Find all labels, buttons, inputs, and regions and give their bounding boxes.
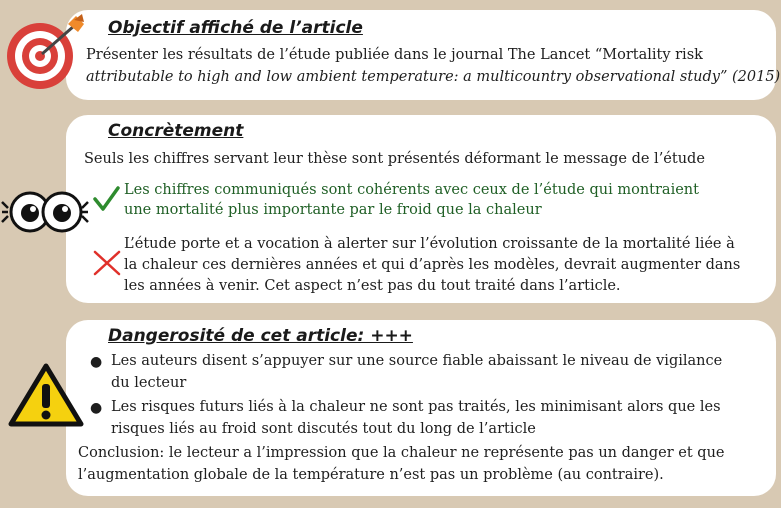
objective-text-line1: Présenter les résultats de l’étude publiée dans le journal The Lancet “Mortality risk [86,47,703,63]
conclusion-line1: Conclusion: le lecteur a l’impression que la chaleur ne représente pas un danger et que [78,445,725,461]
bullet-dot: ● [90,354,103,370]
negative-point-line3: les années à venir. Cet aspect n’est pas du tout traité dans l’article. [124,278,621,294]
cross-icon [93,250,121,276]
warning-icon [8,362,84,428]
danger-bullet2-line2: risques liés au froid sont discutés tout du long de l’article [111,421,536,437]
target-icon [4,14,89,94]
objective-text-line2: attributable to high and low ambient temperature: a multicountry observational study” (2015) [86,69,781,85]
danger-bullet1-line2: du lecteur [111,375,187,391]
negative-point-line1: L’étude porte et a vocation à alerter sur l’évolution croissante de la mortalité liée à [124,236,735,252]
concretely-title: Concrètement [108,121,244,141]
conclusion-line2: l’augmentation globale de la température n’est pas un problème (au contraire). [78,467,664,483]
concretely-intro: Seuls les chiffres servant leur thèse sont présentés déformant le message de l’étude [84,151,705,167]
eyes-icon [0,188,90,236]
bullet-dot: ● [90,400,103,416]
objective-title: Objectif affiché de l’article [108,18,363,38]
danger-bullet2-line1: Les risques futurs liés à la chaleur ne sont pas traités, les minimisant alors que les [111,399,721,415]
positive-point-line1: Les chiffres communiqués sont cohérents avec ceux de l’étude qui montraient [124,182,699,198]
negative-point-line2: la chaleur ces dernières années et qui d’après les modèles, devrait augmenter dans [124,257,741,273]
danger-bullet1-line1: Les auteurs disent s’appuyer sur une source fiable abaissant le niveau de vigilance [111,353,723,369]
positive-point-line2: une mortalité plus importante par le froid que la chaleur [124,202,542,218]
check-icon [92,185,120,213]
danger-title: Dangerosité de cet article: +++ [108,326,413,346]
